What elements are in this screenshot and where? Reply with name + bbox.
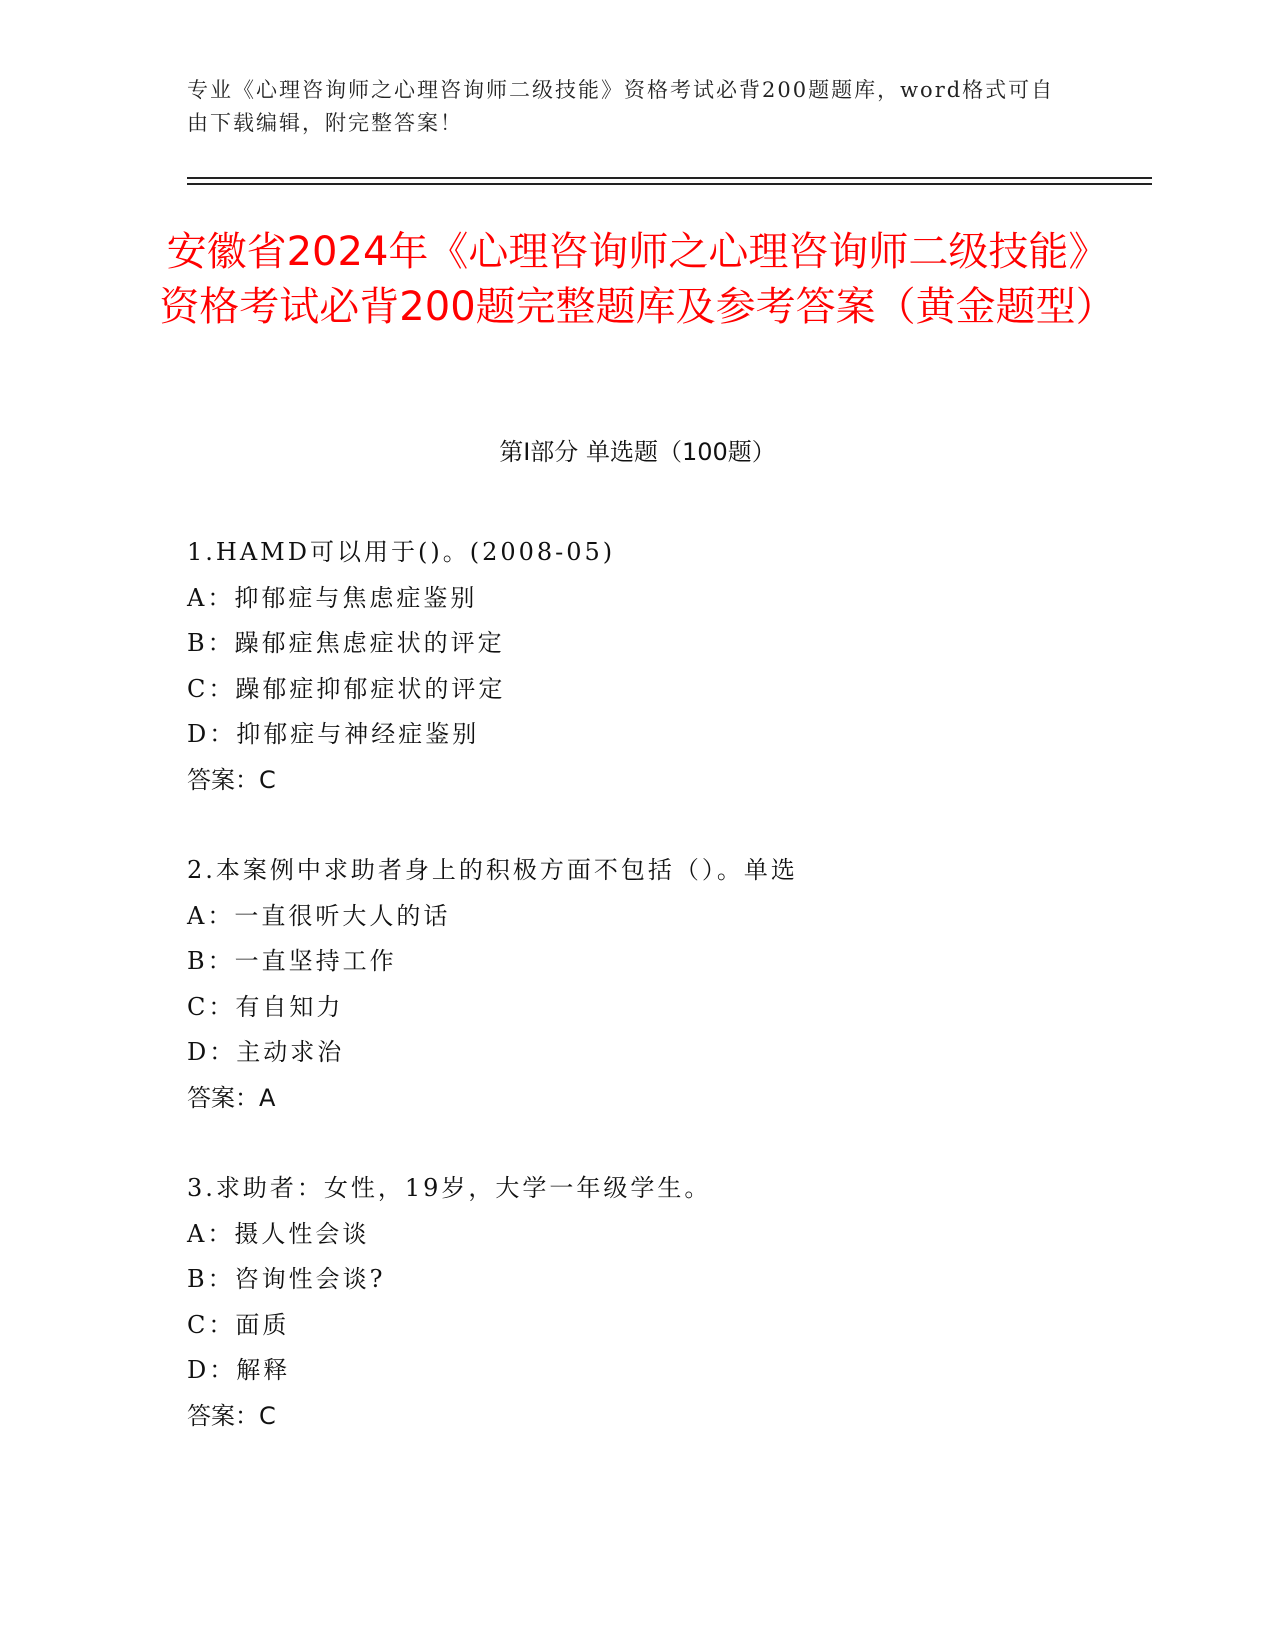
header-note: 专业《心理咨询师之心理咨询师二级技能》资格考试必背200题题库，word格式可自由下载编辑，附完整答案！ <box>187 78 1055 135</box>
answer: 答案：C <box>187 1401 276 1430</box>
document-title: 安徽省2024年《心理咨询师之心理咨询师二级技能》资格考试必背200题完整题库及参考答案（黄金题型） <box>159 229 1116 330</box>
answer: 答案：C <box>187 765 276 794</box>
question-stem: 2.本案例中求助者身上的积极方面不包括（）。单选 <box>187 856 798 884</box>
option-b: B：咨询性会谈? <box>187 1265 386 1293</box>
option-a: A：摄人性会谈 <box>187 1219 370 1248</box>
option-d: D：主动求治 <box>187 1038 345 1066</box>
option-b: B：躁郁症焦虑症状的评定 <box>187 629 505 657</box>
option-c: C：有自知力 <box>187 992 344 1021</box>
question-2 <box>187 848 1137 1121</box>
option-d: D：抑郁症与神经症鉴别 <box>187 720 480 748</box>
answer: 答案：A <box>187 1083 276 1112</box>
question-list <box>187 530 1137 1484</box>
question-3 <box>187 1166 1137 1439</box>
header-rule-top <box>187 177 1152 179</box>
question-1 <box>187 530 1137 803</box>
header-rule-bottom <box>187 183 1152 185</box>
section-title: 第I部分 单选题（100题） <box>499 438 776 466</box>
option-d: D：解释 <box>187 1356 291 1384</box>
question-stem: 3.求助者：女性，19岁，大学一年级学生。 <box>187 1174 712 1202</box>
option-c: C：面质 <box>187 1310 290 1339</box>
question-stem: 1.HAMD可以用于()。(2008-05) <box>187 538 616 566</box>
option-a: A：一直很听大人的话 <box>187 901 451 930</box>
option-a: A：抑郁症与焦虑症鉴别 <box>187 583 478 612</box>
option-c: C：躁郁症抑郁症状的评定 <box>187 674 506 703</box>
option-b: B：一直坚持工作 <box>187 947 397 975</box>
